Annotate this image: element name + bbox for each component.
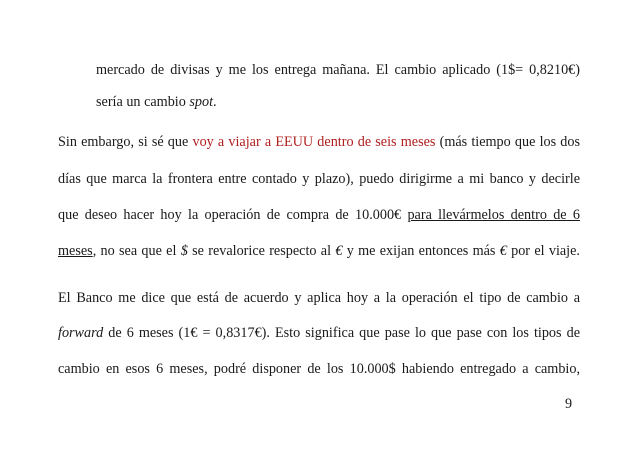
text-span: cambio en esos 6 meses, podré disponer de los 10.000$ habiendo entregado a cambio, bbox=[58, 361, 580, 377]
text-span: El Banco me dice que está de acuerdo y aplica hoy a la operación el tipo de cambio a bbox=[58, 290, 580, 306]
text-span: se revalorice respecto al bbox=[187, 243, 336, 259]
text-span: sería un cambio bbox=[96, 94, 190, 110]
italic-term: spot bbox=[189, 94, 214, 110]
italic-term: forward bbox=[58, 325, 104, 341]
text-line bbox=[58, 206, 580, 224]
text-line bbox=[58, 289, 580, 307]
text-line bbox=[58, 170, 580, 188]
text-line bbox=[58, 360, 580, 378]
page-number: 9 bbox=[565, 396, 573, 412]
text-line bbox=[96, 93, 217, 111]
highlighted-text: voy a viajar a EEUU dentro de seis meses bbox=[192, 134, 436, 150]
italic-symbol: € bbox=[499, 243, 507, 259]
text-span: mercado de divisas y me los entrega mañana. El cambio aplicado (1$= 0,8210€) bbox=[96, 62, 580, 78]
text-span: por el viaje. bbox=[506, 243, 580, 259]
italic-symbol: $ bbox=[180, 243, 188, 259]
text-span: Sin embargo, si sé que bbox=[58, 134, 193, 150]
italic-symbol: € bbox=[335, 243, 343, 259]
text-line bbox=[96, 61, 580, 79]
text-span: y me exijan entonces más bbox=[342, 243, 500, 259]
text-span: días que marca la frontera entre contado y plazo), puedo dirigirme a mi banco y decirle bbox=[58, 171, 580, 187]
text-span: , no sea que el bbox=[92, 243, 181, 259]
text-line bbox=[58, 133, 580, 151]
text-span: . bbox=[213, 94, 217, 110]
text-line bbox=[58, 242, 580, 260]
text-span: (más tiempo que los dos bbox=[435, 134, 581, 150]
underlined-text: para llevármelos dentro de 6 bbox=[407, 207, 581, 223]
text-line bbox=[58, 324, 580, 342]
text-span: que deseo hacer hoy la operación de compra de 10.000€ bbox=[58, 207, 408, 223]
text-span: de 6 meses (1€ = 0,8317€). Esto significa que pase lo que pase con los tipos de bbox=[103, 325, 580, 341]
underlined-text: meses bbox=[58, 243, 93, 259]
